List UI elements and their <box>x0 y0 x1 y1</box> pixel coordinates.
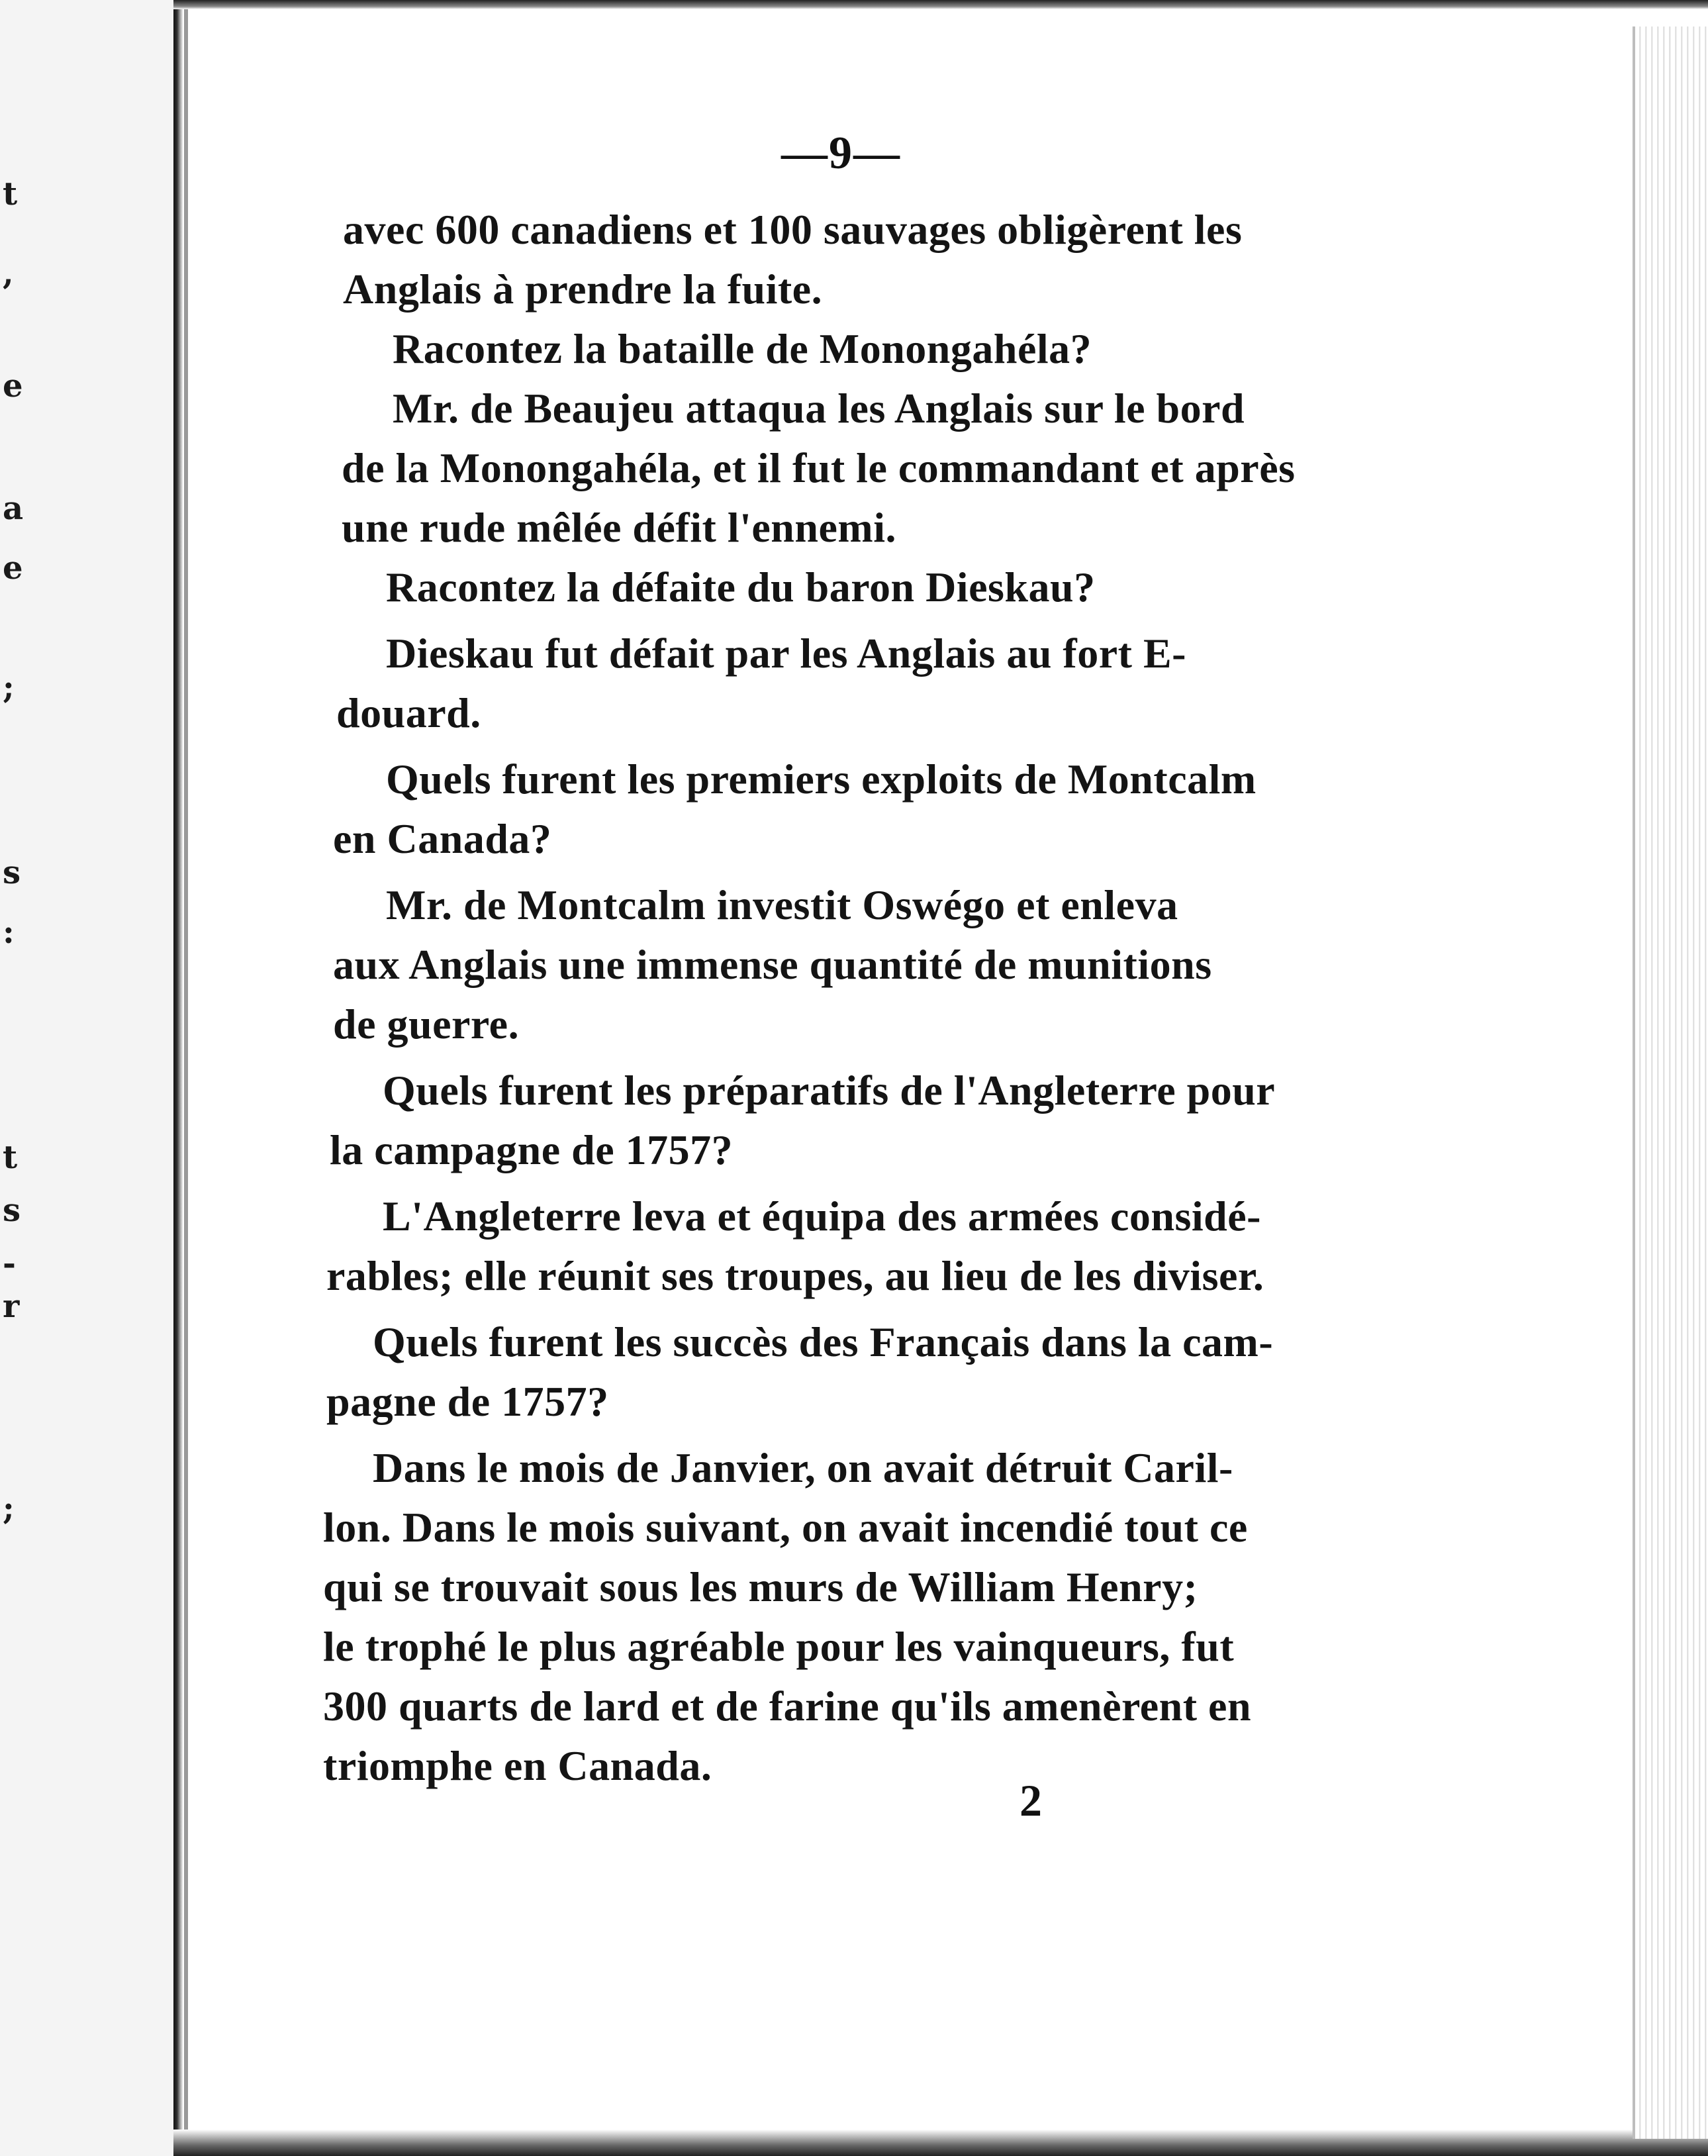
text-line: de guerre. <box>333 1001 520 1048</box>
facing-page-fragments <box>0 0 26 2156</box>
text-line: le trophé le plus agréable pour les vainqueurs, fut <box>323 1623 1235 1670</box>
text-line: la campagne de 1757? <box>330 1126 734 1173</box>
facing-fragment: - <box>3 1245 16 1282</box>
facing-fragment: t <box>3 1139 18 1176</box>
text-line: triomphe en Canada. <box>323 1742 712 1789</box>
facing-fragment: a <box>3 490 24 527</box>
binding-shadow <box>184 0 188 2156</box>
facing-fragment: ; <box>3 1490 15 1527</box>
text-line: rables; elle réunit ses troupes, au lieu de les diviser. <box>326 1252 1264 1299</box>
facing-fragment: t <box>3 175 18 213</box>
signature-mark: 2 <box>1020 1775 1042 1826</box>
facing-fragment: e <box>3 368 23 405</box>
text-line: Dieskau fut défait par les Anglais au fort E- <box>386 630 1186 677</box>
text-line: 300 quarts de lard et de farine qu'ils amenèrent en <box>323 1683 1252 1730</box>
text-line: lon. Dans le mois suivant, on avait incendié tout ce <box>323 1504 1248 1551</box>
text-line: douard. <box>336 689 481 736</box>
question-line: Racontez la bataille de Monongahéla? <box>393 325 1092 372</box>
text-line: Dans le mois de Janvier, on avait détruit Caril- <box>373 1444 1233 1491</box>
facing-fragment: : <box>3 914 15 951</box>
facing-fragment: , <box>3 255 14 292</box>
text-line: en Canada? <box>333 815 552 862</box>
text-line: Anglais à prendre la fuite. <box>343 266 823 313</box>
question-line: Quels furent les succès des Français dans la cam- <box>373 1318 1274 1365</box>
facing-fragment: ; <box>3 669 15 706</box>
text-line: pagne de 1757? <box>326 1378 609 1425</box>
text-line: une rude mêlée défit l'ennemi. <box>342 504 896 551</box>
text-line <box>343 205 1359 254</box>
text-line: L'Angleterre leva et équipa des armées considé- <box>383 1193 1261 1240</box>
question-line: Quels furent les premiers exploits de Montcalm <box>386 756 1257 803</box>
text-line-content: avec 600 canadiens et 100 sauvages obligèrent les <box>343 206 1243 253</box>
text-line: Mr. de Beaujeu attaqua les Anglais sur le bord <box>393 385 1245 432</box>
facing-fragment: s <box>3 854 21 891</box>
text-line: Mr. de Montcalm investit Oswégo et enleva <box>386 881 1178 928</box>
scan-bottom-border <box>173 2130 1708 2156</box>
page-stack-edge <box>1633 26 1708 2139</box>
text-line: aux Anglais une immense quantité de munitions <box>333 941 1212 988</box>
facing-fragment: e <box>3 550 23 587</box>
text-line: de la Monongahéla, et il fut le commandant et après <box>342 444 1296 491</box>
facing-fragment: s <box>3 1192 21 1229</box>
question-line: Quels furent les préparatifs de l'Angleterre pour <box>383 1067 1276 1114</box>
facing-page-edge <box>0 0 173 2156</box>
facing-fragment: r <box>3 1288 20 1325</box>
text-line: qui se trouvait sous les murs de William Henry; <box>323 1563 1198 1610</box>
scan-top-border <box>173 0 1708 9</box>
binding-gutter <box>173 0 183 2156</box>
question-line: Racontez la défaite du baron Dieskau? <box>386 564 1096 611</box>
page-number: —9— <box>781 128 901 179</box>
